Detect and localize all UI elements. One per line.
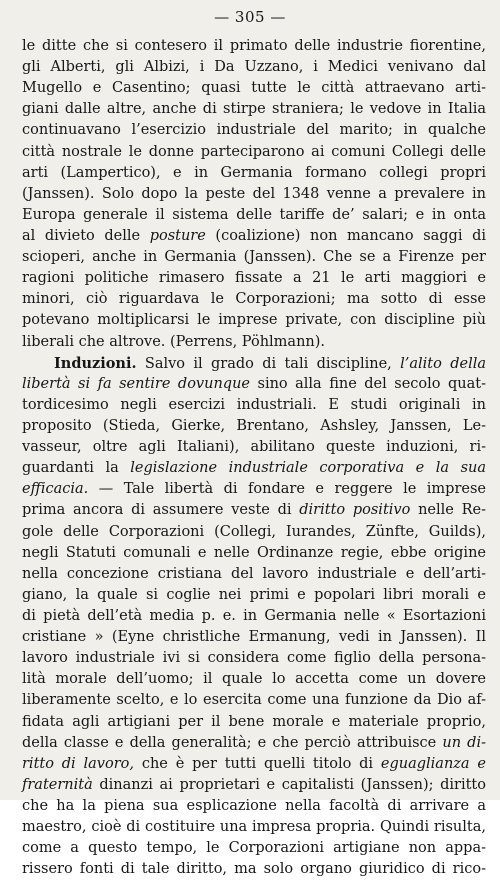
text-line [22, 374, 486, 395]
text-line [22, 99, 486, 120]
text-run: Europa generale il sistema delle tariffe de’ salari; e in onta [22, 206, 486, 223]
text-line [22, 226, 486, 247]
text-line [22, 353, 486, 374]
text-line [22, 332, 486, 353]
text-run: — Tale libertà di fondare e reggere le imprese [88, 481, 486, 498]
text-line [22, 712, 486, 733]
text-line [22, 458, 486, 479]
text-line [22, 163, 486, 184]
text-run: giano, la quale si coglie nei primi e popolari libri morali e [22, 586, 486, 603]
text-run: nelle Re- [410, 502, 486, 519]
text-line [22, 289, 486, 310]
text-run: tordicesimo negli esercizi industriali. E studi originali in [22, 396, 486, 413]
text-line [22, 205, 486, 226]
text-line [22, 859, 486, 880]
italic-text: fraternità [22, 776, 93, 793]
text-line [22, 564, 486, 585]
text-run: di pietà dell’età media p. e. in Germania nelle « Esortazioni [22, 607, 486, 624]
text-line [22, 120, 486, 141]
text-run: dinanzi ai proprietari e capitalisti (Janssen); diritto [92, 776, 486, 793]
text-run: le ditte che si contesero il primato delle industrie fiorentine, [22, 38, 486, 54]
italic-text: eguaglianza e [380, 755, 486, 772]
text-line [22, 838, 486, 859]
italic-text: diritto positivo [299, 502, 411, 519]
text-run: nella concezione cristiana del lavoro industriale e dell’arti- [22, 565, 486, 582]
body-text [22, 36, 486, 880]
text-run: (coalizione) non mancano saggi di [205, 227, 486, 244]
text-line [22, 78, 486, 99]
text-run: liberamente scelto, e lo esercita come una funzione da Dio af- [22, 692, 486, 709]
text-run: continuavano l’esercizio industriale del marito; in qualche [22, 122, 486, 139]
text-line [22, 648, 486, 669]
bold-heading: Induzioni. [54, 354, 137, 372]
text-run: Mugello e Casentino; quasi tutte le città attraevano arti- [22, 80, 486, 97]
text-line [22, 775, 486, 796]
text-line [22, 733, 486, 754]
text-run: al divieto delle [22, 227, 150, 244]
text-line [22, 184, 486, 205]
italic-text: legislazione industriale corporativa e la sua [130, 460, 486, 477]
text-run: rissero fonti di tale diritto, ma solo organo giuridico di rico- [22, 861, 486, 878]
text-line [22, 543, 486, 564]
text-line [22, 669, 486, 690]
text-run: gole delle Corporazioni (Collegi, Iurandes, Zünfte, Guilds), [22, 523, 486, 540]
text-run: ragioni politiche rimasero fissate a 21 le arti maggiori e [22, 270, 486, 287]
text-run: fidata agli artigiani per il bene morale e materiale proprio, [22, 713, 486, 730]
italic-text: l’alito della [400, 355, 486, 372]
italic-text: ritto di lavoro, [22, 755, 134, 772]
text-line [22, 247, 486, 268]
text-line [22, 479, 486, 500]
text-run: sino alla fine del secolo quat- [250, 375, 486, 392]
text-run: negli Statuti comunali e nelle Ordinanze regie, ebbe origine [22, 544, 486, 561]
text-line [22, 416, 486, 437]
text-line [22, 522, 486, 543]
text-run: lavoro industriale ivi si considera come figlio della persona- [22, 650, 486, 667]
text-run: cristiane » (Eyne christliche Ermanung, vedi in Janssen). Il [22, 629, 486, 646]
text-line [22, 395, 486, 416]
text-line [22, 500, 486, 521]
text-run: città nostrale le donne parteciparono ai comuni Collegi delle [22, 143, 486, 160]
text-run: che è per tutti quelli titolo di [134, 755, 381, 772]
italic-text: posture [149, 227, 206, 244]
text-line [22, 627, 486, 648]
text-run: Salvo il grado di tali discipline, [136, 355, 401, 372]
text-run: vasseur, oltre agli Italiani), abilitano queste induzioni, ri- [22, 439, 486, 456]
text-line [22, 585, 486, 606]
italic-text: libertà si fa sentire dovunque [22, 375, 251, 392]
text-run: arti (Lampertico), e in Germania formano collegi propri [22, 164, 486, 181]
text-run: come a questo tempo, le Corporazioni artigiane non appa- [22, 840, 486, 857]
text-run: guardanti la [22, 460, 131, 477]
page-number: — 305 — [214, 8, 286, 26]
text-line [22, 606, 486, 627]
italic-text: efficacia. [22, 481, 89, 498]
text-run: della classe e della generalità; e che perciò attribuisce [22, 734, 443, 751]
italic-text: un di- [442, 734, 486, 751]
text-run: che ha la piena sua esplicazione nella facoltà di arrivare a [22, 797, 486, 814]
text-line [22, 754, 486, 775]
text-run: minori, ciò riguardava le Corporazioni; ma sotto di esse [22, 291, 486, 308]
text-run: proposito (Stieda, Gierke, Brentano, Ashsley, Janssen, Le- [22, 417, 486, 434]
text-run: lità morale dell’uomo; il quale lo accetta come un dovere [22, 671, 486, 688]
text-line [22, 690, 486, 711]
text-line [22, 268, 486, 289]
text-line [22, 817, 486, 838]
text-line [22, 437, 486, 458]
text-run: liberali che altrove. (Perrens, Pöhlmann). [22, 333, 326, 350]
text-run: gli Alberti, gli Albizi, i Da Uzzano, i Medici venivano dal [22, 59, 486, 76]
text-line [22, 142, 486, 163]
text-line [22, 57, 486, 78]
text-line [22, 36, 486, 57]
text-run: giani dalle altre, anche di stirpe straniera; le vedove in Italia [22, 101, 486, 118]
text-run: (Janssen). Solo dopo la peste del 1348 venne a prevalere in [22, 185, 486, 202]
text-run: potevano moltiplicarsi le imprese private, con discipline più [22, 312, 486, 329]
text-run: maestro, cioè di costituire una impresa propria. Quindi risulta, [22, 819, 486, 836]
text-line [22, 796, 486, 817]
text-run: prima ancora di assumere veste di [22, 502, 300, 519]
text-run: scioperi, anche in Germania (Janssen). Che se a Firenze per [22, 249, 486, 266]
text-line [22, 310, 486, 331]
